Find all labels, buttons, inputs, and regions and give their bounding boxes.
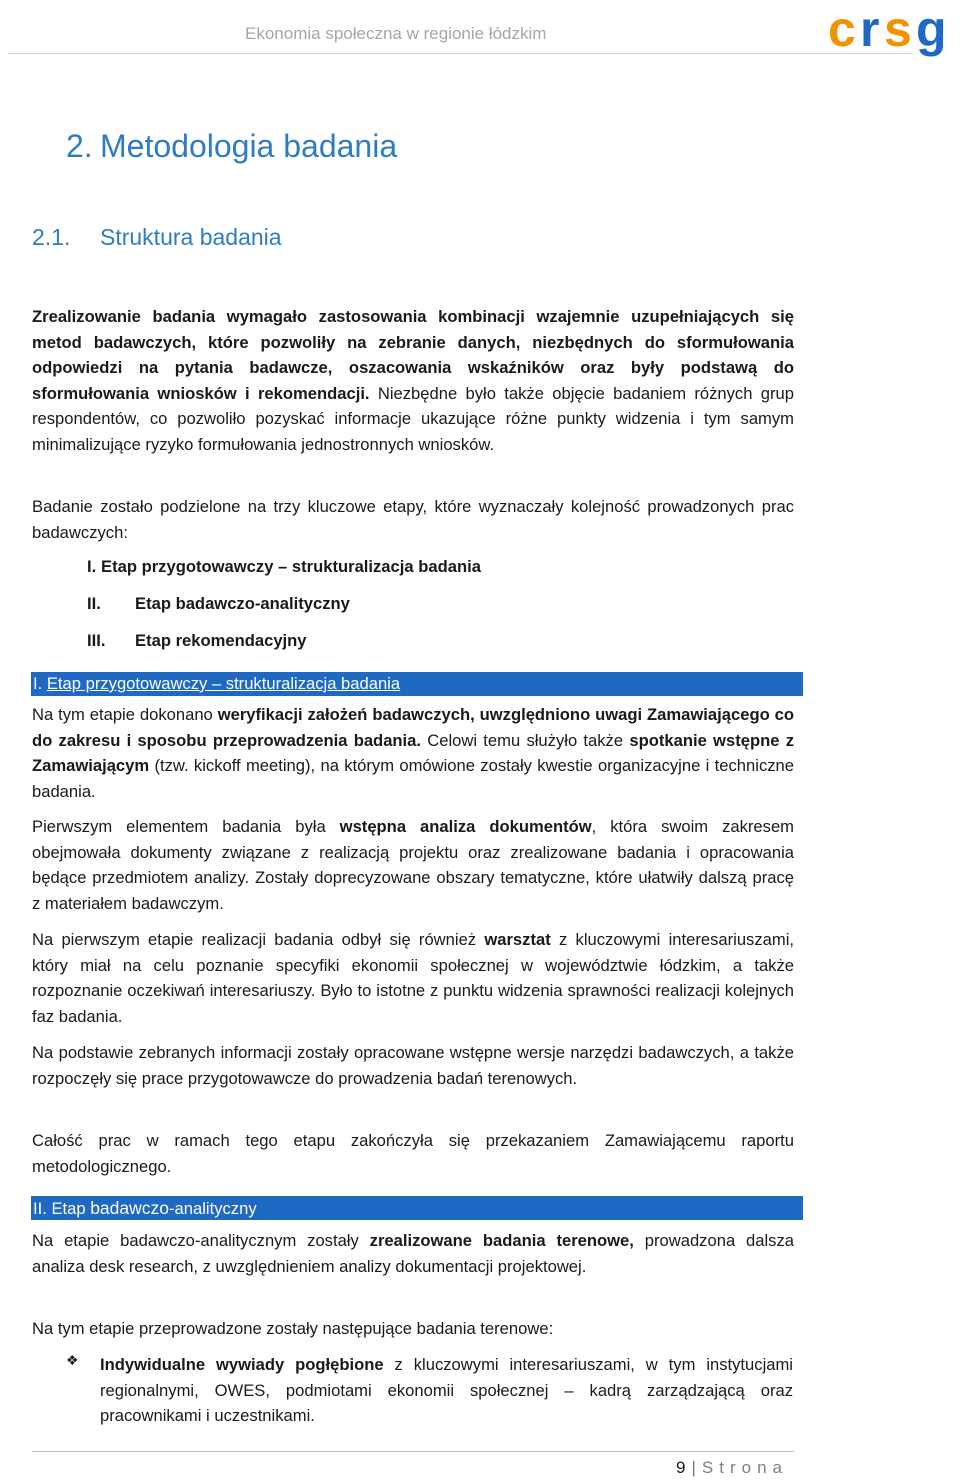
section-number: 2. bbox=[66, 128, 93, 164]
subsection-heading bbox=[32, 224, 282, 251]
stage1-paragraph-1: Na tym etapie dokonano weryfikacji założeń badawczych, uwzględniono uwagi Zamawiającego co do zakresu i sposobu przeprowadzenia badania. Celowi temu służyło także spotkanie wstępne z Zamawiającym (tzw. kickoff meeting), na którym omówione zostały kwestie organizacyjne i techniczne badania. bbox=[32, 705, 794, 801]
subsection-title: Struktura badania bbox=[100, 224, 282, 250]
stages-intro: Badanie zostało podzielone na trzy kluczowe etapy, które wyznaczały kolejność prowadzonych prac badawczych: bbox=[32, 497, 794, 542]
page-label: Strona bbox=[701, 1458, 788, 1477]
header-divider bbox=[8, 53, 913, 54]
running-header: Ekonomia społeczna w regionie łódzkim bbox=[245, 24, 547, 43]
stage-item: III. Etap rekomendacyjny bbox=[87, 631, 307, 650]
section-title: Metodologia badania bbox=[100, 128, 398, 164]
stage1-heading-bar: I. Etap przygotowawczy – strukturalizacja badania bbox=[31, 672, 803, 696]
stage1-paragraph-2: Pierwszym elementem badania była wstępna analiza dokumentów, która swoim zakresem obejmowała dokumenty związane z realizacją projektu oraz zrealizowane badania i opracowania będące przedmiotem analizy. Zostały doprecyzowane obszary tematyczne, które ułatwiły dalszą pracę z materiałem badawczym. bbox=[32, 817, 794, 913]
stage-item: II. Etap badawczo-analityczny bbox=[87, 594, 350, 613]
bullet-item: Indywidualne wywiady pogłębione z kluczowymi interesariuszami, w tym instytucjami regionalnymi, OWES, podmiotami ekonomii społecznej – kadrą zarządzającą oraz pracownikami i uczestnikami. bbox=[100, 1355, 793, 1426]
svg-text:c: c bbox=[828, 2, 854, 57]
section-heading bbox=[66, 128, 397, 165]
page-footer: 9 | Strona bbox=[676, 1458, 788, 1477]
stage2-paragraph-1: Na etapie badawczo-analitycznym zostały zrealizowane badania terenowe, prowadzona dalsza analiza desk research, z uwzględnieniem analizy dokumentacji projektowej. bbox=[32, 1231, 794, 1276]
crsg-logo bbox=[826, 2, 960, 66]
intro-rest: Niezbędne było także objęcie badaniem różnych grup respondentów, co pozwoliło pozyskać informacje ukazujące różne punkty widzenia i tym samym minimalizujące ryzyko formułowania jednostronnych wniosków. bbox=[32, 383, 794, 454]
intro-paragraph bbox=[32, 304, 794, 458]
diamond-bullet-icon: ❖ bbox=[66, 1352, 79, 1368]
stage1-paragraph-4: Na podstawie zebranych informacji zostały opracowane wstępne wersje narzędzi badawczych, a także rozpoczęły się prace przygotowawcze do prowadzenia badań terenowych. bbox=[32, 1043, 794, 1088]
intro-bold: Zrealizowanie badania wymagało zastosowania kombinacji wzajemnie uzupełniających się metod badawczych, które pozwoliły na zebranie danych, niezbędnych do sformułowania odpowiedzi na pytania badawcze, oszacowania wskaźników oraz były podstawą do sformułowania wniosków i rekomendacji. bbox=[32, 307, 794, 403]
stage1-paragraph-3: Na pierwszym etapie realizacji badania odbył się również warsztat z kluczowymi interesariuszami, który miał na celu poznanie specyfiki ekonomii społecznej w województwie łódzkim, a także rozpoznanie oczekiwań interesariuszy. Było to istotne z punktu widzenia sprawności realizacji kolejnych faz badania. bbox=[32, 930, 794, 1026]
stage-item: I. Etap przygotowawczy – strukturalizacja badania bbox=[87, 557, 481, 576]
stage2-paragraph-2: Na tym etapie przeprowadzone zostały następujące badania terenowe: bbox=[32, 1319, 554, 1338]
svg-text:g: g bbox=[916, 2, 945, 57]
footer-divider bbox=[32, 1451, 794, 1452]
subsection-number: 2.1. bbox=[32, 224, 71, 250]
page-number: 9 bbox=[676, 1458, 686, 1477]
svg-text:s: s bbox=[884, 2, 910, 57]
svg-text:r: r bbox=[860, 2, 878, 57]
stage2-heading-bar: II. Etap badawczo-analityczny bbox=[31, 1196, 803, 1220]
stage1-paragraph-5: Całość prac w ramach tego etapu zakończyła się przekazaniem Zamawiającemu raportu metodologicznego. bbox=[32, 1131, 794, 1176]
